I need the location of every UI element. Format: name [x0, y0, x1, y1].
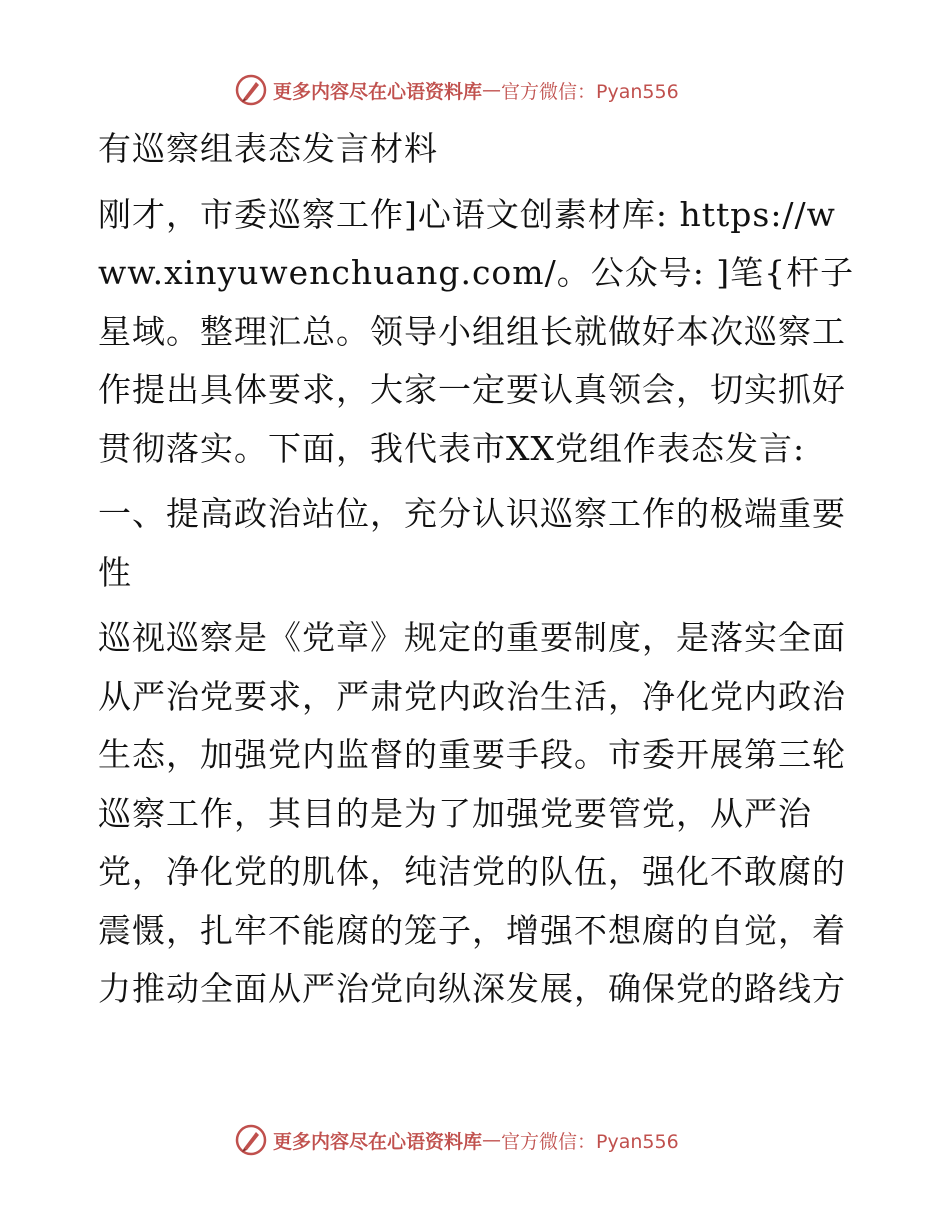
document-title: 有巡察组表态发言材料 — [98, 129, 438, 168]
footer-watermark — [235, 1123, 679, 1157]
quill-pen-logo-icon — [235, 1124, 267, 1156]
watermark-separator: — — [482, 1129, 502, 1151]
watermark-separator: — — [482, 79, 502, 101]
watermark-text: 更多内容尽在心语资料库 — [273, 80, 483, 103]
watermark-account: 官方微信：Pyan556 — [501, 80, 679, 103]
paragraph-section-1: 巡视巡察是《党章》规定的重要制度，是落实全面从严治党要求，严肃党内政治生活，净化党内政治生态，加强党内监督的重要手段。市委开展第三轮巡察工作，其目的是为了加强党要管党，从严治党，净化党的肌体，纯洁党的队伍，强化不敢腐的震慑，扎牢不能腐的笼子，增强不想腐的自觉，着力推动全面从严治党向纵深发展，确保党的路线方 — [98, 618, 846, 1008]
watermark-account: 官方微信：Pyan556 — [501, 1130, 679, 1153]
document-body — [98, 120, 858, 1019]
watermark-text: 更多内容尽在心语资料库 — [273, 1130, 483, 1153]
section-heading-1: 一、提高政治站位，充分认识巡察工作的极端重要性 — [98, 494, 846, 592]
header-watermark — [235, 73, 679, 107]
paragraph-intro: 刚才，市委巡察工作]心语文创素材库: https://www.xinyuwenchuang.com/。公众号: ]笔{杆子星域。整理汇总。领导小组组长就做好本次巡察工作提出具体要求，大家一定要认真领会，切实抓好贯彻落实。下面，我代表市XX党组作表态发言: — [98, 194, 855, 468]
quill-pen-logo-icon — [235, 74, 267, 106]
